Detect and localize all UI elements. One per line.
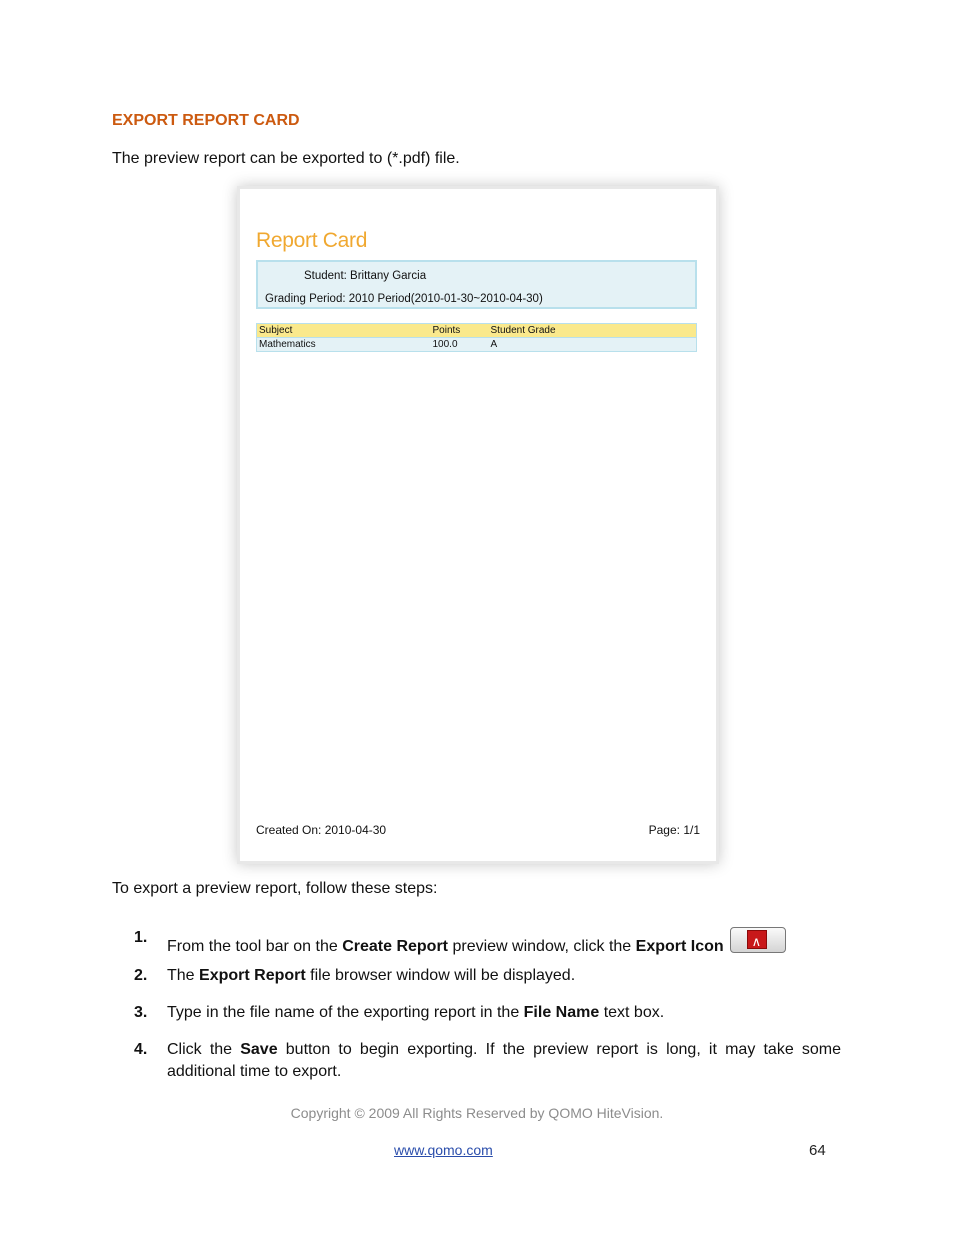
page-number: 64 [809, 1142, 826, 1159]
intro-text: The preview report can be exported to (*.pdf) file. [112, 150, 460, 167]
step-text: Type in the file name of the exporting report in the File Name text box. [167, 1004, 665, 1021]
step-text: Click the Save button to begin exporting. If the preview report is long, it may take some additional time to export. [167, 1041, 841, 1080]
cell-grade: A [489, 338, 697, 352]
created-on: Created On: 2010-04-30 [256, 823, 387, 837]
column-header-grade: Student Grade [489, 324, 697, 338]
grading-period: Grading Period: 2010 Period(2010-01-30~2010-04-30) [265, 293, 543, 305]
cell-subject: Mathematics [257, 338, 431, 352]
student-info-box [256, 260, 697, 309]
step-text: From the tool bar on the Create Report preview window, click the Export Icon ∧ [167, 927, 841, 958]
table-row [257, 338, 697, 352]
step-number: 3. [134, 1004, 148, 1021]
report-card-preview [237, 186, 719, 864]
steps-intro: To export a preview report, follow these steps: [112, 880, 438, 897]
pdf-export-icon [730, 927, 786, 953]
column-header-points: Points [431, 324, 489, 338]
copyright-notice: Copyright © 2009 All Rights Reserved by QOMO HiteVision. [290, 1105, 664, 1121]
grades-table [256, 323, 697, 352]
step-number: 1. [134, 929, 148, 946]
pdf-icon [747, 930, 767, 949]
section-heading: EXPORT REPORT CARD [112, 112, 300, 129]
website-link[interactable]: www.qomo.com [394, 1142, 493, 1158]
table-header-row [257, 324, 697, 338]
step-number: 4. [134, 1041, 148, 1058]
step-text: The Export Report file browser window will be displayed. [167, 967, 576, 984]
student-name: Student: Brittany Garcia [304, 270, 427, 282]
step-number: 2. [134, 967, 148, 984]
report-page-indicator: Page: 1/1 [648, 823, 700, 837]
column-header-subject: Subject [257, 324, 431, 338]
report-card-title: Report Card [256, 229, 368, 252]
cell-points: 100.0 [431, 338, 489, 352]
